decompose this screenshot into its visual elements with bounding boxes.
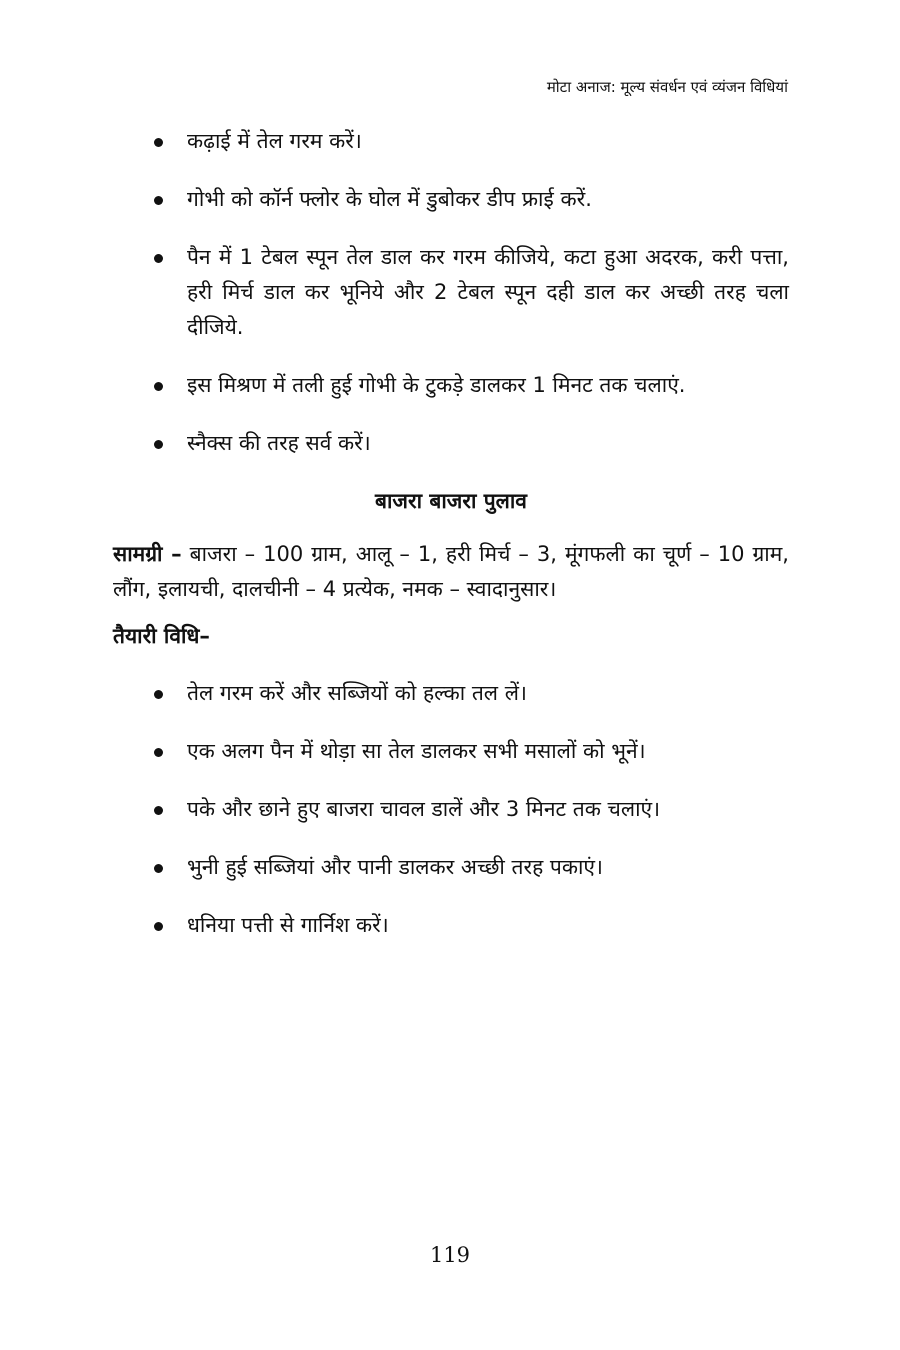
running-header: मोटा अनाज: मूल्य संवर्धन एवं व्यंजन विधियां — [546, 78, 788, 96]
step-text: पके और छाने हुए बाजरा चावल डालें और 3 मिनट तक चलाएं। — [187, 797, 661, 821]
page-number: 119 — [429, 1243, 471, 1267]
list-item — [113, 124, 789, 159]
ingredients-label: सामग्री – — [113, 542, 182, 566]
list-item — [113, 368, 789, 403]
bullet-icon — [154, 922, 163, 931]
step-text: एक अलग पैन में थोड़ा सा तेल डालकर सभी मसालों को भूनें। — [187, 739, 646, 763]
bullet-icon — [154, 254, 163, 263]
list-item — [113, 240, 789, 345]
step-text: गोभी को कॉर्न फ्लोर के घोल में डुबोकर डीप फ्राई करें. — [187, 187, 592, 211]
bullet-icon — [154, 864, 163, 873]
step-text: तेल गरम करें और सब्जियों को हल्का तल लें। — [187, 681, 527, 705]
bullet-icon — [154, 382, 163, 391]
bullet-icon — [154, 806, 163, 815]
recipe-title: बाजरा बाजरा पुलाव — [375, 489, 527, 513]
list-item — [113, 908, 789, 943]
step-text: पैन में 1 टेबल स्पून तेल डाल कर गरम कीजिये, कटा हुआ अदरक, करी पत्ता, हरी मिर्च डाल कर भूनिये और 2 टेबल स्पून दही डाल कर अच्छी तरह चला दीजिये. — [187, 245, 789, 339]
method-heading: तैयारी विधि– — [113, 624, 210, 648]
step-text: धनिया पत्ती से गार्निश करें। — [187, 913, 389, 937]
step-text: भुनी हुई सब्जियां और पानी डालकर अच्छी तरह पकाएं। — [187, 855, 603, 879]
step-text: कढ़ाई में तेल गरम करें। — [187, 129, 362, 153]
list-item — [113, 850, 789, 885]
bullet-icon — [154, 440, 163, 449]
step-text: इस मिश्रण में तली हुई गोभी के टुकड़े डालकर 1 मिनट तक चलाएं. — [187, 373, 686, 397]
list-item — [113, 676, 789, 711]
bullet-icon — [154, 748, 163, 757]
recipe-steps — [113, 676, 789, 943]
list-item — [113, 426, 789, 461]
bullet-icon — [154, 690, 163, 699]
list-item — [113, 734, 789, 769]
list-item — [113, 792, 789, 827]
step-text: स्नैक्स की तरह सर्व करें। — [187, 431, 371, 455]
bullet-icon — [154, 138, 163, 147]
page-content — [113, 124, 789, 966]
bullet-icon — [154, 196, 163, 205]
ingredients-text: बाजरा – 100 ग्राम, आलू – 1, हरी मिर्च – 3, मूंगफली का चूर्ण – 10 ग्राम, लौंग, इलायची, दालचीनी – 4 प्रत्येक, नमक – स्वादानुसार। — [113, 542, 789, 601]
previous-recipe-steps — [113, 124, 789, 461]
list-item — [113, 182, 789, 217]
ingredients-paragraph — [113, 537, 789, 607]
